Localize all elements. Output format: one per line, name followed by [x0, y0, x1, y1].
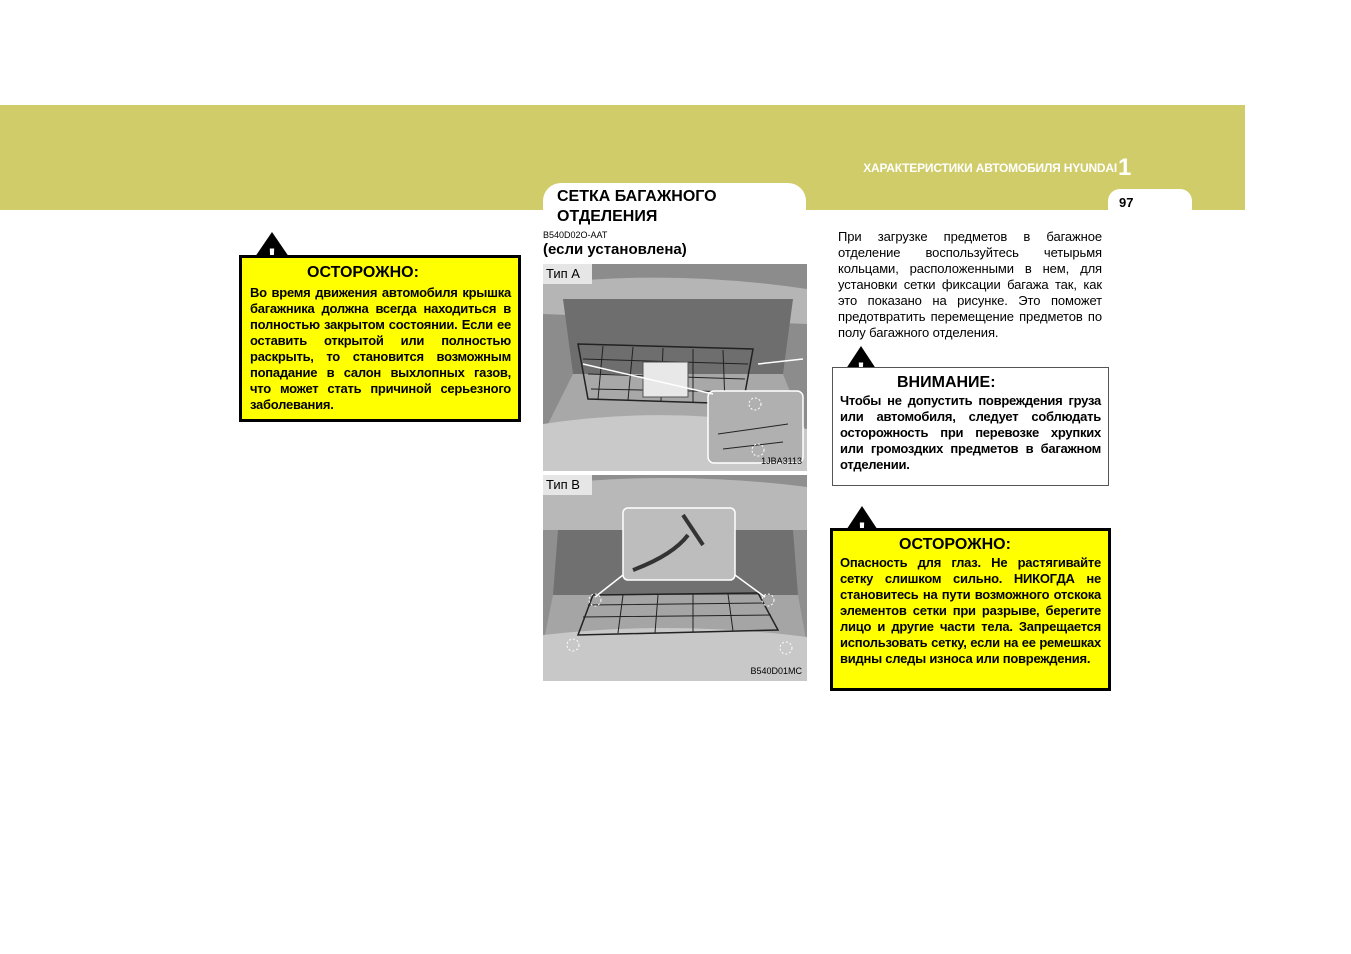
figure-b-label: Тип В	[543, 475, 592, 495]
attention-text: Чтобы не допустить повреждения груза или автомобиля, следует соблюдать осторожность при перевозке хрупких или громоздких предметов в багажном отделении.	[840, 393, 1101, 472]
figure-a-code: 1JBA3113	[761, 456, 802, 466]
figure-type-a	[543, 264, 807, 471]
trunk-illustration-a	[543, 264, 807, 471]
section-code: B540D02O-AAT	[543, 230, 608, 240]
section-title: СЕТКА БАГАЖНОГО ОТДЕЛЕНИЯ	[557, 188, 717, 225]
chapter-title: ХАРАКТЕРИСТИКИ АВТОМОБИЛЯ HYUNDAI	[863, 161, 1117, 175]
warning-text: Во время движения автомобиля крышка багажника должна всегда находиться в полностью закрытом состоянии. Если ее оставить открытой или полностью раскрыть, то становится возможным попадание в салон выхлопных газов, что может стать причиной серьезного заболевания.	[250, 285, 511, 412]
page-number: 97	[1119, 195, 1134, 210]
attention-box	[832, 367, 1109, 486]
warning-title: ОСТОРОЖНО:	[899, 536, 1011, 553]
section-subtitle: (если установлена)	[543, 241, 687, 258]
warning-title: ОСТОРОЖНО:	[307, 264, 419, 281]
chapter-number: 1	[1118, 154, 1132, 181]
figure-b-code: B540D01MC	[750, 666, 802, 676]
attention-title: ВНИМАНИЕ:	[897, 374, 996, 391]
figure-a-label: Тип А	[543, 264, 592, 284]
figure-type-b	[543, 475, 807, 681]
trunk-illustration-b	[543, 475, 807, 681]
body-text: При загрузке предметов в багажное отделение воспользуйтесь четырьмя кольцами, расположенными в нем, для установки сетки фиксации багажа так, как это показано на рисунке. Это поможет предотвратить перемещение предметов по полу багажного отделения.	[838, 229, 1102, 340]
warning-box-left	[239, 255, 521, 422]
warning-text: Опасность для глаз. Не растягивайте сетку слишком сильно. НИКОГДА не становитесь на пути возможного отскока элементов сетки при разрыве, берегите лицо и другие части тела. Запрещается использовать сетку, если на ее ремешках видны следы износа или повреждения.	[840, 555, 1101, 666]
warning-box-right	[830, 528, 1111, 691]
